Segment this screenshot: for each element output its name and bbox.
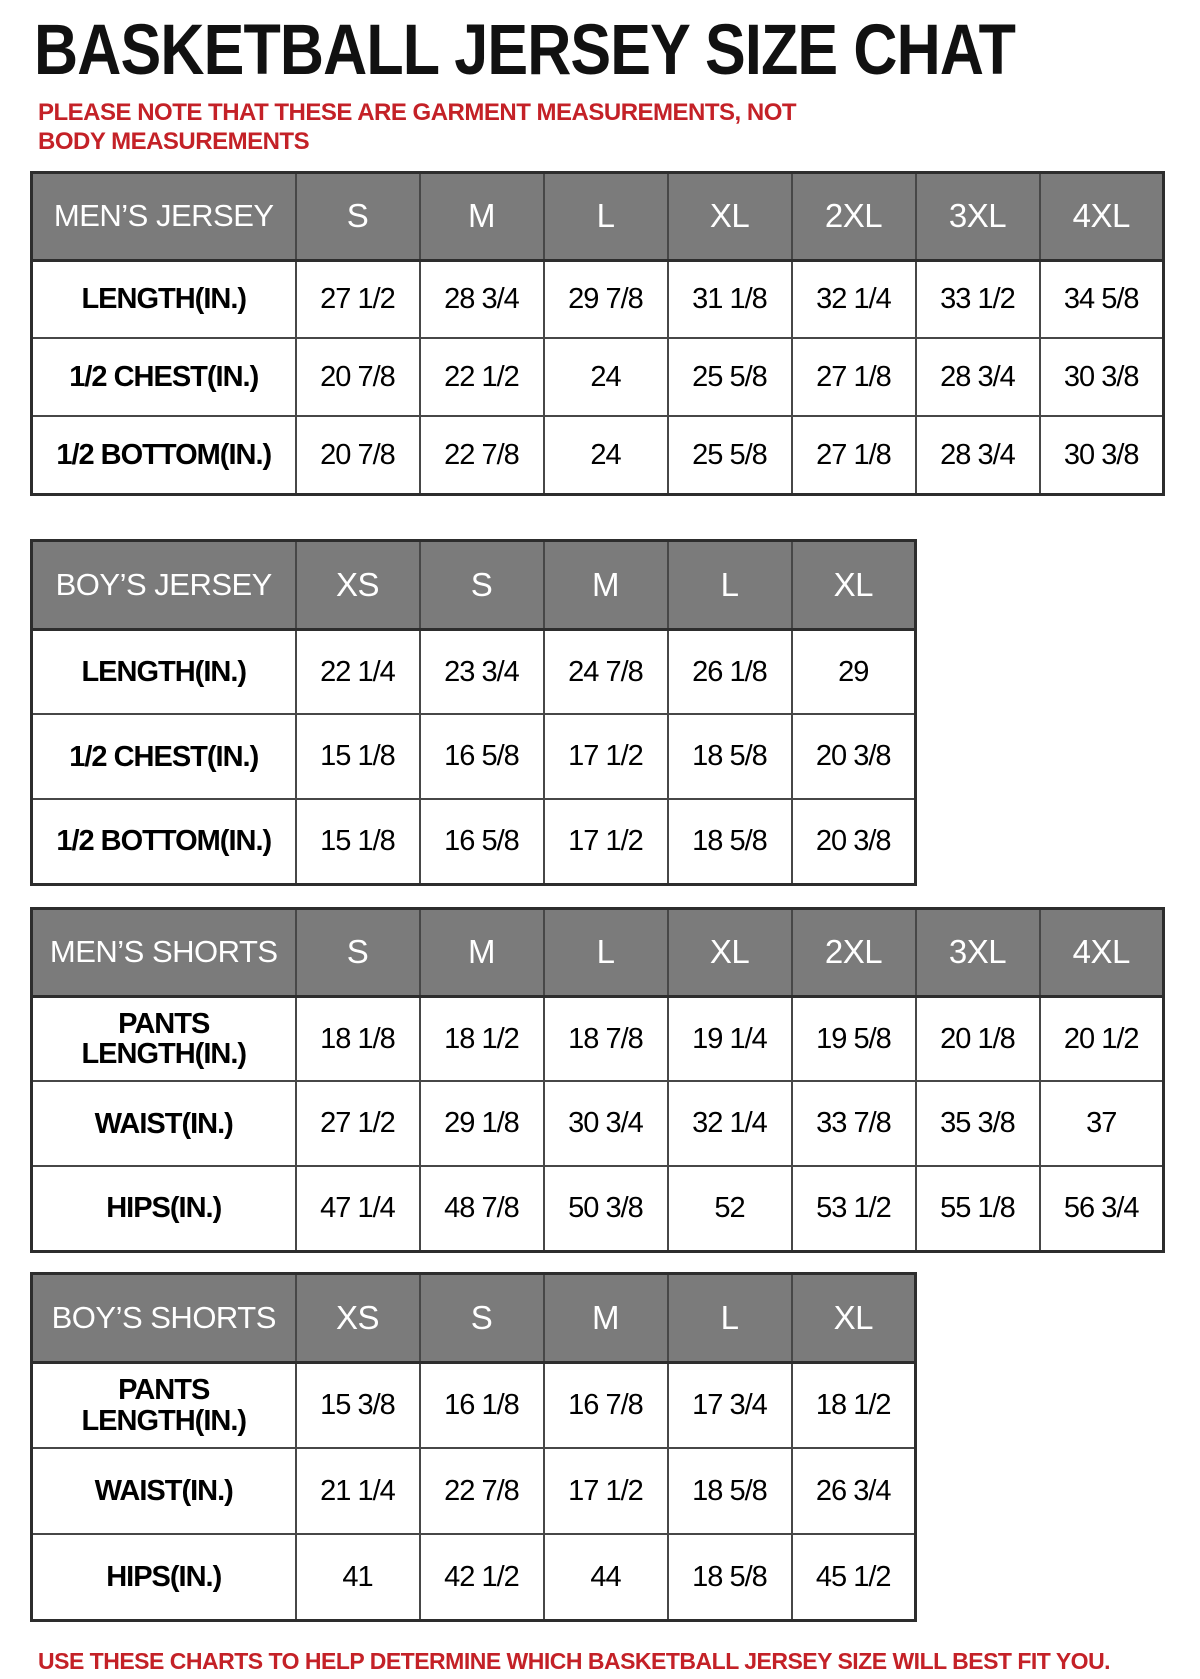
row-label: 1/2 BOTTOM(IN.) xyxy=(32,799,296,884)
table-row-waist-in xyxy=(32,1081,1164,1166)
size-column-header-men-s-shorts-4xl: 4XL xyxy=(1040,908,1164,996)
measurement-value: 27 1/2 xyxy=(296,1081,420,1166)
measurement-value: 55 1/8 xyxy=(916,1166,1040,1251)
measurement-value: 23 3/4 xyxy=(420,629,544,714)
measurement-value: 22 7/8 xyxy=(420,1448,544,1534)
table-row-1-2-chest-in xyxy=(32,338,1164,416)
measurement-value: 20 1/8 xyxy=(916,996,1040,1081)
measurement-value: 22 1/2 xyxy=(420,338,544,416)
measurement-value: 18 5/8 xyxy=(668,1534,792,1620)
row-label: 1/2 CHEST(IN.) xyxy=(32,714,296,799)
measurement-value: 34 5/8 xyxy=(1040,260,1164,338)
measurement-value: 15 3/8 xyxy=(296,1362,420,1448)
size-column-header-men-s-shorts-2xl: 2XL xyxy=(792,908,916,996)
measurement-value: 44 xyxy=(544,1534,668,1620)
size-column-header-boy-s-shorts-s: S xyxy=(420,1273,544,1362)
table-row-1-2-bottom-in xyxy=(32,799,916,884)
size-column-header-men-s-shorts-l: L xyxy=(544,908,668,996)
table-title-boy-s-jersey: BOY’S JERSEY xyxy=(32,540,296,629)
measurement-value: 35 3/8 xyxy=(916,1081,1040,1166)
measurement-value: 45 1/2 xyxy=(792,1534,916,1620)
measurement-value: 24 xyxy=(544,416,668,494)
size-column-header-boy-s-shorts-l: L xyxy=(668,1273,792,1362)
measurement-value: 26 3/4 xyxy=(792,1448,916,1534)
header-row xyxy=(32,1273,916,1362)
measurement-value: 33 7/8 xyxy=(792,1081,916,1166)
measurement-value: 27 1/2 xyxy=(296,260,420,338)
measurement-value: 29 1/8 xyxy=(420,1081,544,1166)
measurement-value: 42 1/2 xyxy=(420,1534,544,1620)
size-table-boy-s-shorts xyxy=(30,1272,917,1622)
measurement-value: 17 1/2 xyxy=(544,714,668,799)
size-column-header-men-s-jersey-2xl: 2XL xyxy=(792,172,916,260)
measurement-value: 17 1/2 xyxy=(544,799,668,884)
measurement-value: 27 1/8 xyxy=(792,416,916,494)
measurement-value: 27 1/8 xyxy=(792,338,916,416)
table-title-men-s-jersey: MEN’S JERSEY xyxy=(32,172,296,260)
measurement-value: 32 1/4 xyxy=(792,260,916,338)
measurement-value: 16 5/8 xyxy=(420,799,544,884)
size-column-header-men-s-shorts-m: M xyxy=(420,908,544,996)
measurement-value: 41 xyxy=(296,1534,420,1620)
measurement-value: 17 1/2 xyxy=(544,1448,668,1534)
header-row xyxy=(32,908,1164,996)
row-label: HIPS(IN.) xyxy=(32,1534,296,1620)
mens-shorts-table-container xyxy=(0,907,1200,1253)
row-label: WAIST(IN.) xyxy=(32,1081,296,1166)
measurement-value: 26 1/8 xyxy=(668,629,792,714)
size-column-header-men-s-shorts-xl: XL xyxy=(668,908,792,996)
measurement-value: 50 3/8 xyxy=(544,1166,668,1251)
table-row-hips-in xyxy=(32,1534,916,1620)
measurement-value: 15 1/8 xyxy=(296,799,420,884)
measurement-value: 33 1/2 xyxy=(916,260,1040,338)
measurement-value: 18 7/8 xyxy=(544,996,668,1081)
fit-advice-note: USE THESE CHARTS TO HELP DETERMINE WHICH BASKETBALL JERSEY SIZE WILL BEST FIT YOU. xyxy=(38,1647,1111,1674)
measurement-value: 19 5/8 xyxy=(792,996,916,1081)
size-column-header-men-s-jersey-4xl: 4XL xyxy=(1040,172,1164,260)
page-title xyxy=(34,11,1200,90)
measurement-value: 37 xyxy=(1040,1081,1164,1166)
measurement-value: 17 3/4 xyxy=(668,1362,792,1448)
measurement-value: 28 3/4 xyxy=(420,260,544,338)
measurement-value: 47 1/4 xyxy=(296,1166,420,1251)
row-label: 1/2 CHEST(IN.) xyxy=(32,338,296,416)
measurement-value: 52 xyxy=(668,1166,792,1251)
boys-jersey-table-container xyxy=(0,539,1200,886)
measurement-value: 20 3/8 xyxy=(792,799,916,884)
table-row-1-2-bottom-in xyxy=(32,416,1164,494)
measurement-value: 28 3/4 xyxy=(916,338,1040,416)
measurement-value: 20 7/8 xyxy=(296,416,420,494)
table-row-pants-length-in xyxy=(32,996,1164,1081)
garment-measurement-note: PLEASE NOTE THAT THESE ARE GARMENT MEASUREMENTS, NOT BODY MEASUREMENTS xyxy=(38,99,797,156)
size-table-men-s-jersey xyxy=(30,171,1165,496)
measurement-value: 29 7/8 xyxy=(544,260,668,338)
measurement-value: 21 1/4 xyxy=(296,1448,420,1534)
table-row-waist-in xyxy=(32,1448,916,1534)
row-label: 1/2 BOTTOM(IN.) xyxy=(32,416,296,494)
measurement-value: 15 1/8 xyxy=(296,714,420,799)
size-column-header-boy-s-shorts-xl: XL xyxy=(792,1273,916,1362)
measurement-value: 16 1/8 xyxy=(420,1362,544,1448)
table-row-1-2-chest-in xyxy=(32,714,916,799)
measurement-value: 30 3/8 xyxy=(1040,416,1164,494)
mens-jersey-table-container xyxy=(0,171,1200,496)
row-label: LENGTH(IN.) xyxy=(32,260,296,338)
size-column-header-boy-s-jersey-m: M xyxy=(544,540,668,629)
table-title-men-s-shorts: MEN’S SHORTS xyxy=(32,908,296,996)
row-label: PANTS LENGTH(IN.) xyxy=(32,1362,296,1448)
measurement-value: 20 7/8 xyxy=(296,338,420,416)
size-column-header-men-s-jersey-s: S xyxy=(296,172,420,260)
size-column-header-men-s-jersey-m: M xyxy=(420,172,544,260)
size-column-header-boy-s-jersey-s: S xyxy=(420,540,544,629)
size-column-header-men-s-jersey-l: L xyxy=(544,172,668,260)
measurement-value: 16 7/8 xyxy=(544,1362,668,1448)
measurement-value: 25 5/8 xyxy=(668,338,792,416)
measurement-value: 30 3/4 xyxy=(544,1081,668,1166)
measurement-value: 24 xyxy=(544,338,668,416)
measurement-value: 18 5/8 xyxy=(668,714,792,799)
measurement-value: 24 7/8 xyxy=(544,629,668,714)
size-column-header-boy-s-shorts-xs: XS xyxy=(296,1273,420,1362)
measurement-value: 18 1/2 xyxy=(792,1362,916,1448)
measurement-value: 20 3/8 xyxy=(792,714,916,799)
table-row-length-in xyxy=(32,629,916,714)
size-column-header-men-s-jersey-3xl: 3XL xyxy=(916,172,1040,260)
measurement-value: 30 3/8 xyxy=(1040,338,1164,416)
row-label: HIPS(IN.) xyxy=(32,1166,296,1251)
size-column-header-boy-s-jersey-l: L xyxy=(668,540,792,629)
measurement-value: 18 1/8 xyxy=(296,996,420,1081)
header-row xyxy=(32,172,1164,260)
size-column-header-men-s-shorts-3xl: 3XL xyxy=(916,908,1040,996)
measurement-value: 22 1/4 xyxy=(296,629,420,714)
size-column-header-men-s-shorts-s: S xyxy=(296,908,420,996)
measurement-value: 19 1/4 xyxy=(668,996,792,1081)
table-row-hips-in xyxy=(32,1166,1164,1251)
size-column-header-boy-s-jersey-xs: XS xyxy=(296,540,420,629)
measurement-value: 29 xyxy=(792,629,916,714)
measurement-value: 18 5/8 xyxy=(668,799,792,884)
measurement-value: 28 3/4 xyxy=(916,416,1040,494)
measurement-value: 53 1/2 xyxy=(792,1166,916,1251)
header-row xyxy=(32,540,916,629)
measurement-value: 18 5/8 xyxy=(668,1448,792,1534)
table-row-length-in xyxy=(32,260,1164,338)
measurement-value: 22 7/8 xyxy=(420,416,544,494)
measurement-value: 31 1/8 xyxy=(668,260,792,338)
size-chart-page xyxy=(0,11,1200,1679)
boys-shorts-table-container xyxy=(0,1272,1200,1622)
measurement-value: 48 7/8 xyxy=(420,1166,544,1251)
size-table-boy-s-jersey xyxy=(30,539,917,886)
table-title-boy-s-shorts: BOY’S SHORTS xyxy=(32,1273,296,1362)
measurement-value: 18 1/2 xyxy=(420,996,544,1081)
row-label: LENGTH(IN.) xyxy=(32,629,296,714)
row-label: WAIST(IN.) xyxy=(32,1448,296,1534)
size-column-header-boy-s-jersey-xl: XL xyxy=(792,540,916,629)
table-row-pants-length-in xyxy=(32,1362,916,1448)
size-column-header-boy-s-shorts-m: M xyxy=(544,1273,668,1362)
measurement-value: 16 5/8 xyxy=(420,714,544,799)
measurement-value: 56 3/4 xyxy=(1040,1166,1164,1251)
size-table-men-s-shorts xyxy=(30,907,1165,1253)
measurement-value: 20 1/2 xyxy=(1040,996,1164,1081)
size-column-header-men-s-jersey-xl: XL xyxy=(668,172,792,260)
measurement-value: 25 5/8 xyxy=(668,416,792,494)
row-label: PANTS LENGTH(IN.) xyxy=(32,996,296,1081)
page-title-text: BASKETBALL JERSEY SIZE CHAT xyxy=(34,11,1016,90)
measurement-value: 32 1/4 xyxy=(668,1081,792,1166)
